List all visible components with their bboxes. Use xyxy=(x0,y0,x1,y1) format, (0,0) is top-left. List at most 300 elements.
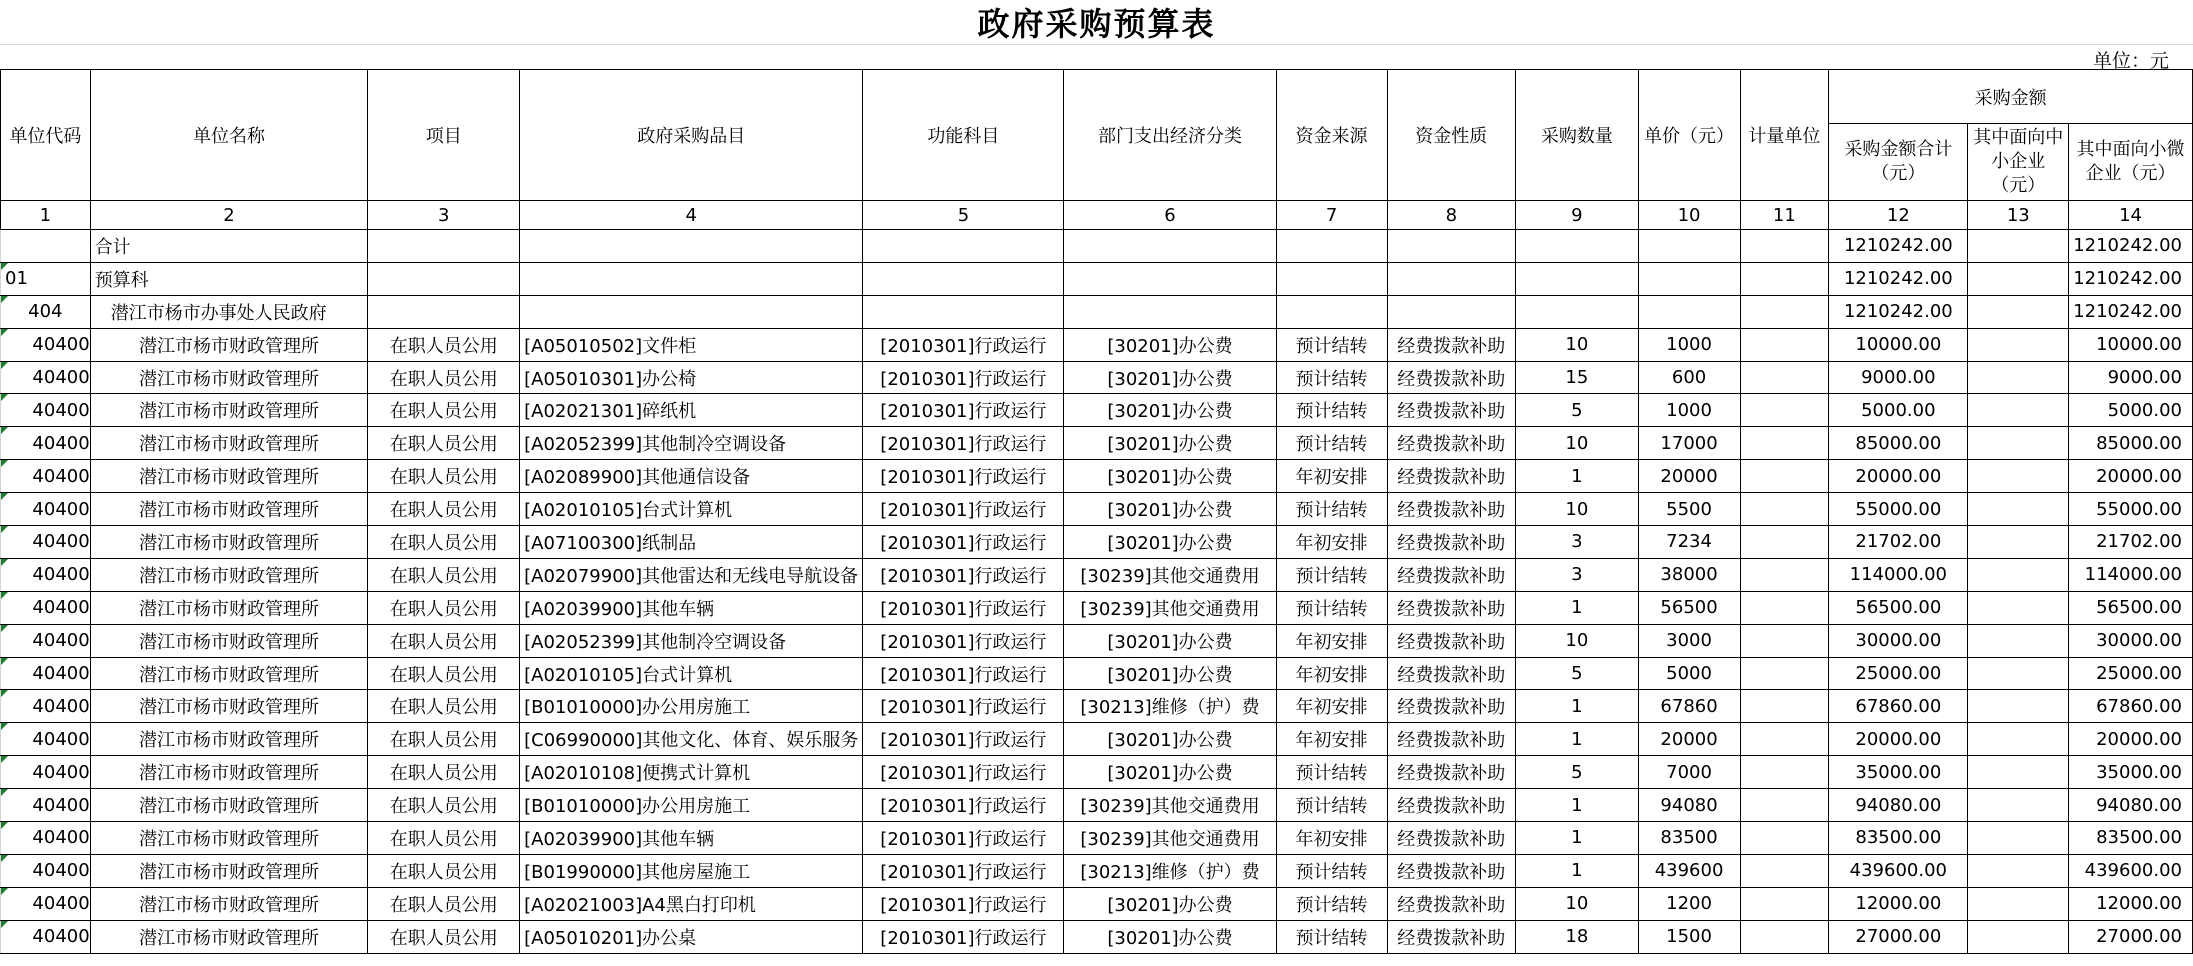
column-number[interactable]: 6 xyxy=(1064,201,1276,230)
fund-nature-cell[interactable]: 经费拨款补助 xyxy=(1387,394,1516,427)
amount-total-cell[interactable]: 85000.00 xyxy=(1829,427,1968,460)
header-econ-class[interactable]: 部门支出经济分类 xyxy=(1064,70,1276,201)
amount-total-cell[interactable]: 10000.00 xyxy=(1829,328,1968,361)
econ-class-cell[interactable]: [30201]办公费 xyxy=(1064,526,1276,559)
header-quantity[interactable]: 采购数量 xyxy=(1516,70,1639,201)
empty-cell[interactable] xyxy=(1276,230,1387,263)
empty-cell[interactable] xyxy=(1638,295,1740,328)
measure-unit-cell[interactable] xyxy=(1740,591,1829,624)
column-number[interactable]: 14 xyxy=(2069,201,2193,230)
micro-cell[interactable]: 85000.00 xyxy=(2069,427,2193,460)
micro-cell[interactable]: 1210242.00 xyxy=(2069,230,2193,263)
empty-cell[interactable] xyxy=(520,230,863,263)
fund-source-cell[interactable]: 年初安排 xyxy=(1276,624,1387,657)
measure-unit-cell[interactable] xyxy=(1740,756,1829,789)
header-micro[interactable]: 其中面向小微企业（元） xyxy=(2069,124,2193,201)
function-subject-cell[interactable]: [2010301]行政运行 xyxy=(863,723,1064,756)
empty-cell[interactable] xyxy=(863,295,1064,328)
fund-nature-cell[interactable]: 经费拨款补助 xyxy=(1387,427,1516,460)
measure-unit-cell[interactable] xyxy=(1740,690,1829,723)
sme-cell[interactable] xyxy=(1968,756,2069,789)
function-subject-cell[interactable]: [2010301]行政运行 xyxy=(863,822,1064,855)
column-number[interactable]: 3 xyxy=(368,201,520,230)
fund-nature-cell[interactable]: 经费拨款补助 xyxy=(1387,558,1516,591)
fund-source-cell[interactable]: 预计结转 xyxy=(1276,558,1387,591)
unit-name-cell[interactable]: 潜江市杨市财政管理所 xyxy=(90,789,368,822)
fund-nature-cell[interactable]: 经费拨款补助 xyxy=(1387,493,1516,526)
quantity-cell[interactable]: 5 xyxy=(1516,756,1639,789)
sme-cell[interactable] xyxy=(1968,657,2069,690)
function-subject-cell[interactable]: [2010301]行政运行 xyxy=(863,920,1064,953)
unit-name-cell[interactable]: 潜江市杨市财政管理所 xyxy=(90,493,368,526)
unit-code-cell[interactable] xyxy=(1,558,91,591)
unit-code-cell[interactable] xyxy=(1,460,91,493)
measure-unit-cell[interactable] xyxy=(1740,460,1829,493)
function-subject-cell[interactable]: [2010301]行政运行 xyxy=(863,624,1064,657)
unit-name-cell[interactable]: 合计 xyxy=(90,230,368,263)
unit-price-cell[interactable]: 17000 xyxy=(1638,427,1740,460)
sme-cell[interactable] xyxy=(1968,822,2069,855)
fund-source-cell[interactable]: 预计结转 xyxy=(1276,493,1387,526)
unit-price-cell[interactable]: 439600 xyxy=(1638,854,1740,887)
unit-code-cell[interactable] xyxy=(1,394,91,427)
micro-cell[interactable]: 20000.00 xyxy=(2069,723,2193,756)
quantity-cell[interactable]: 1 xyxy=(1516,690,1639,723)
unit-code-cell[interactable] xyxy=(1,526,91,559)
econ-class-cell[interactable]: [30201]办公费 xyxy=(1064,920,1276,953)
column-number[interactable]: 5 xyxy=(863,201,1064,230)
header-amount-total[interactable]: 采购金额合计（元） xyxy=(1829,124,1968,201)
quantity-cell[interactable]: 1 xyxy=(1516,460,1639,493)
project-cell[interactable]: 在职人员公用 xyxy=(368,822,520,855)
function-subject-cell[interactable]: [2010301]行政运行 xyxy=(863,558,1064,591)
project-cell[interactable]: 在职人员公用 xyxy=(368,427,520,460)
empty-cell[interactable] xyxy=(1638,230,1740,263)
measure-unit-cell[interactable] xyxy=(1740,526,1829,559)
fund-source-cell[interactable]: 年初安排 xyxy=(1276,822,1387,855)
column-number[interactable]: 1 xyxy=(1,201,91,230)
fund-source-cell[interactable]: 预计结转 xyxy=(1276,394,1387,427)
project-cell[interactable]: 在职人员公用 xyxy=(368,591,520,624)
econ-class-cell[interactable]: [30201]办公费 xyxy=(1064,756,1276,789)
econ-class-cell[interactable]: [30201]办公费 xyxy=(1064,427,1276,460)
micro-cell[interactable]: 67860.00 xyxy=(2069,690,2193,723)
unit-name-cell[interactable]: 潜江市杨市财政管理所 xyxy=(90,361,368,394)
amount-total-cell[interactable]: 25000.00 xyxy=(1829,657,1968,690)
measure-unit-cell[interactable] xyxy=(1740,887,1829,920)
purchase-item-cell[interactable]: [B01010000]办公用房施工 xyxy=(520,690,863,723)
amount-total-cell[interactable]: 5000.00 xyxy=(1829,394,1968,427)
function-subject-cell[interactable]: [2010301]行政运行 xyxy=(863,427,1064,460)
measure-unit-cell[interactable] xyxy=(1740,920,1829,953)
sme-cell[interactable] xyxy=(1968,295,2069,328)
unit-price-cell[interactable]: 94080 xyxy=(1638,789,1740,822)
empty-cell[interactable] xyxy=(368,262,520,295)
unit-code-cell[interactable] xyxy=(1,657,91,690)
unit-code-cell[interactable] xyxy=(1,328,91,361)
empty-cell[interactable] xyxy=(863,262,1064,295)
column-number[interactable]: 2 xyxy=(90,201,368,230)
unit-price-cell[interactable]: 1200 xyxy=(1638,887,1740,920)
empty-cell[interactable] xyxy=(1064,262,1276,295)
project-cell[interactable]: 在职人员公用 xyxy=(368,558,520,591)
function-subject-cell[interactable]: [2010301]行政运行 xyxy=(863,460,1064,493)
sme-cell[interactable] xyxy=(1968,624,2069,657)
econ-class-cell[interactable]: [30239]其他交通费用 xyxy=(1064,558,1276,591)
column-number[interactable]: 4 xyxy=(520,201,863,230)
sme-cell[interactable] xyxy=(1968,723,2069,756)
header-sme[interactable]: 其中面向中小企业（元） xyxy=(1968,124,2069,201)
project-cell[interactable]: 在职人员公用 xyxy=(368,526,520,559)
column-number[interactable]: 7 xyxy=(1276,201,1387,230)
sme-cell[interactable] xyxy=(1968,887,2069,920)
sme-cell[interactable] xyxy=(1968,328,2069,361)
column-number[interactable]: 10 xyxy=(1638,201,1740,230)
empty-cell[interactable] xyxy=(1064,230,1276,263)
unit-code-cell[interactable] xyxy=(1,493,91,526)
column-number[interactable]: 8 xyxy=(1387,201,1516,230)
unit-name-cell[interactable]: 潜江市杨市财政管理所 xyxy=(90,822,368,855)
unit-name-cell[interactable]: 潜江市杨市财政管理所 xyxy=(90,854,368,887)
unit-code-cell[interactable] xyxy=(1,427,91,460)
micro-cell[interactable]: 21702.00 xyxy=(2069,526,2193,559)
sme-cell[interactable] xyxy=(1968,493,2069,526)
fund-source-cell[interactable]: 预计结转 xyxy=(1276,920,1387,953)
unit-code-cell[interactable] xyxy=(1,756,91,789)
purchase-item-cell[interactable]: [A02039900]其他车辆 xyxy=(520,591,863,624)
econ-class-cell[interactable]: [30239]其他交通费用 xyxy=(1064,822,1276,855)
econ-class-cell[interactable]: [30201]办公费 xyxy=(1064,361,1276,394)
fund-source-cell[interactable]: 年初安排 xyxy=(1276,460,1387,493)
econ-class-cell[interactable]: [30201]办公费 xyxy=(1064,460,1276,493)
quantity-cell[interactable]: 1 xyxy=(1516,789,1639,822)
micro-cell[interactable]: 10000.00 xyxy=(2069,328,2193,361)
purchase-item-cell[interactable]: [A02021301]碎纸机 xyxy=(520,394,863,427)
project-cell[interactable]: 在职人员公用 xyxy=(368,887,520,920)
function-subject-cell[interactable]: [2010301]行政运行 xyxy=(863,328,1064,361)
quantity-cell[interactable]: 3 xyxy=(1516,526,1639,559)
fund-nature-cell[interactable]: 经费拨款补助 xyxy=(1387,657,1516,690)
amount-total-cell[interactable]: 114000.00 xyxy=(1829,558,1968,591)
amount-total-cell[interactable]: 67860.00 xyxy=(1829,690,1968,723)
purchase-item-cell[interactable]: [A05010301]办公椅 xyxy=(520,361,863,394)
unit-name-cell[interactable]: 潜江市杨市财政管理所 xyxy=(90,756,368,789)
sme-cell[interactable] xyxy=(1968,854,2069,887)
purchase-item-cell[interactable]: [A05010502]文件柜 xyxy=(520,328,863,361)
quantity-cell[interactable]: 5 xyxy=(1516,657,1639,690)
fund-source-cell[interactable]: 预计结转 xyxy=(1276,591,1387,624)
amount-total-cell[interactable]: 1210242.00 xyxy=(1829,295,1968,328)
unit-code-cell[interactable] xyxy=(1,690,91,723)
unit-code-cell[interactable] xyxy=(1,361,91,394)
econ-class-cell[interactable]: [30201]办公费 xyxy=(1064,887,1276,920)
purchase-item-cell[interactable]: [C06990000]其他文化、体育、娱乐服务 xyxy=(520,723,863,756)
unit-code-cell[interactable] xyxy=(1,887,91,920)
quantity-cell[interactable]: 1 xyxy=(1516,591,1639,624)
function-subject-cell[interactable]: [2010301]行政运行 xyxy=(863,789,1064,822)
header-unit-price[interactable]: 单价（元） xyxy=(1638,70,1740,201)
micro-cell[interactable]: 1210242.00 xyxy=(2069,262,2193,295)
measure-unit-cell[interactable] xyxy=(1740,789,1829,822)
project-cell[interactable]: 在职人员公用 xyxy=(368,394,520,427)
header-unit-code[interactable]: 单位代码 xyxy=(1,70,91,201)
amount-total-cell[interactable]: 56500.00 xyxy=(1829,591,1968,624)
column-number[interactable]: 13 xyxy=(1968,201,2069,230)
project-cell[interactable]: 在职人员公用 xyxy=(368,361,520,394)
unit-name-cell[interactable]: 潜江市杨市财政管理所 xyxy=(90,920,368,953)
unit-price-cell[interactable]: 7000 xyxy=(1638,756,1740,789)
micro-cell[interactable]: 439600.00 xyxy=(2069,854,2193,887)
unit-code-cell[interactable] xyxy=(1,624,91,657)
empty-cell[interactable] xyxy=(1064,295,1276,328)
header-function-subject[interactable]: 功能科目 xyxy=(863,70,1064,201)
unit-name-cell[interactable]: 预算科 xyxy=(90,262,368,295)
fund-source-cell[interactable]: 预计结转 xyxy=(1276,361,1387,394)
unit-price-cell[interactable]: 3000 xyxy=(1638,624,1740,657)
measure-unit-cell[interactable] xyxy=(1740,394,1829,427)
purchase-item-cell[interactable]: [A02079900]其他雷达和无线电导航设备 xyxy=(520,558,863,591)
econ-class-cell[interactable]: [30201]办公费 xyxy=(1064,624,1276,657)
function-subject-cell[interactable]: [2010301]行政运行 xyxy=(863,526,1064,559)
empty-cell[interactable] xyxy=(1387,295,1516,328)
sme-cell[interactable] xyxy=(1968,591,2069,624)
unit-name-cell[interactable]: 潜江市杨市财政管理所 xyxy=(90,690,368,723)
quantity-cell[interactable]: 10 xyxy=(1516,427,1639,460)
econ-class-cell[interactable]: [30201]办公费 xyxy=(1064,328,1276,361)
empty-cell[interactable] xyxy=(1740,295,1829,328)
unit-price-cell[interactable]: 20000 xyxy=(1638,723,1740,756)
unit-code-cell[interactable] xyxy=(1,723,91,756)
function-subject-cell[interactable]: [2010301]行政运行 xyxy=(863,854,1064,887)
measure-unit-cell[interactable] xyxy=(1740,854,1829,887)
fund-source-cell[interactable]: 预计结转 xyxy=(1276,756,1387,789)
empty-cell[interactable] xyxy=(1740,262,1829,295)
fund-source-cell[interactable]: 预计结转 xyxy=(1276,789,1387,822)
empty-cell[interactable] xyxy=(1276,262,1387,295)
micro-cell[interactable]: 1210242.00 xyxy=(2069,295,2193,328)
sme-cell[interactable] xyxy=(1968,789,2069,822)
empty-cell[interactable] xyxy=(1387,230,1516,263)
purchase-item-cell[interactable]: [A02010108]便携式计算机 xyxy=(520,756,863,789)
micro-cell[interactable]: 5000.00 xyxy=(2069,394,2193,427)
econ-class-cell[interactable]: [30239]其他交通费用 xyxy=(1064,789,1276,822)
fund-nature-cell[interactable]: 经费拨款补助 xyxy=(1387,526,1516,559)
unit-code-cell[interactable] xyxy=(1,854,91,887)
micro-cell[interactable]: 83500.00 xyxy=(2069,822,2193,855)
function-subject-cell[interactable]: [2010301]行政运行 xyxy=(863,361,1064,394)
sme-cell[interactable] xyxy=(1968,558,2069,591)
unit-price-cell[interactable]: 5000 xyxy=(1638,657,1740,690)
project-cell[interactable]: 在职人员公用 xyxy=(368,657,520,690)
function-subject-cell[interactable]: [2010301]行政运行 xyxy=(863,591,1064,624)
unit-price-cell[interactable]: 1500 xyxy=(1638,920,1740,953)
unit-code-cell[interactable] xyxy=(1,230,91,263)
header-unit-name[interactable]: 单位名称 xyxy=(90,70,368,201)
econ-class-cell[interactable]: [30201]办公费 xyxy=(1064,493,1276,526)
unit-code-cell[interactable] xyxy=(1,262,91,295)
unit-price-cell[interactable]: 67860 xyxy=(1638,690,1740,723)
micro-cell[interactable]: 30000.00 xyxy=(2069,624,2193,657)
empty-cell[interactable] xyxy=(1638,262,1740,295)
column-number[interactable]: 9 xyxy=(1516,201,1639,230)
column-number[interactable]: 12 xyxy=(1829,201,1968,230)
fund-nature-cell[interactable]: 经费拨款补助 xyxy=(1387,822,1516,855)
project-cell[interactable]: 在职人员公用 xyxy=(368,328,520,361)
sme-cell[interactable] xyxy=(1968,262,2069,295)
project-cell[interactable]: 在职人员公用 xyxy=(368,460,520,493)
fund-nature-cell[interactable]: 经费拨款补助 xyxy=(1387,887,1516,920)
fund-source-cell[interactable]: 年初安排 xyxy=(1276,526,1387,559)
econ-class-cell[interactable]: [30201]办公费 xyxy=(1064,657,1276,690)
function-subject-cell[interactable]: [2010301]行政运行 xyxy=(863,493,1064,526)
measure-unit-cell[interactable] xyxy=(1740,328,1829,361)
econ-class-cell[interactable]: [30239]其他交通费用 xyxy=(1064,591,1276,624)
micro-cell[interactable]: 94080.00 xyxy=(2069,789,2193,822)
micro-cell[interactable]: 9000.00 xyxy=(2069,361,2193,394)
header-amount-group[interactable]: 采购金额 xyxy=(1829,70,2193,124)
empty-cell[interactable] xyxy=(520,295,863,328)
unit-code-cell[interactable] xyxy=(1,920,91,953)
header-measure-unit[interactable]: 计量单位 xyxy=(1740,70,1829,201)
function-subject-cell[interactable]: [2010301]行政运行 xyxy=(863,657,1064,690)
econ-class-cell[interactable]: [30201]办公费 xyxy=(1064,394,1276,427)
header-fund-nature[interactable]: 资金性质 xyxy=(1387,70,1516,201)
project-cell[interactable]: 在职人员公用 xyxy=(368,493,520,526)
purchase-item-cell[interactable]: [A02010105]台式计算机 xyxy=(520,493,863,526)
unit-code-cell[interactable] xyxy=(1,822,91,855)
micro-cell[interactable]: 12000.00 xyxy=(2069,887,2193,920)
measure-unit-cell[interactable] xyxy=(1740,822,1829,855)
fund-source-cell[interactable]: 年初安排 xyxy=(1276,723,1387,756)
fund-nature-cell[interactable]: 经费拨款补助 xyxy=(1387,854,1516,887)
fund-source-cell[interactable]: 预计结转 xyxy=(1276,328,1387,361)
purchase-item-cell[interactable]: [A07100300]纸制品 xyxy=(520,526,863,559)
project-cell[interactable]: 在职人员公用 xyxy=(368,690,520,723)
purchase-item-cell[interactable]: [A02052399]其他制冷空调设备 xyxy=(520,427,863,460)
measure-unit-cell[interactable] xyxy=(1740,723,1829,756)
project-cell[interactable]: 在职人员公用 xyxy=(368,854,520,887)
sme-cell[interactable] xyxy=(1968,526,2069,559)
header-project[interactable]: 项目 xyxy=(368,70,520,201)
fund-nature-cell[interactable]: 经费拨款补助 xyxy=(1387,690,1516,723)
amount-total-cell[interactable]: 9000.00 xyxy=(1829,361,1968,394)
unit-price-cell[interactable]: 600 xyxy=(1638,361,1740,394)
sme-cell[interactable] xyxy=(1968,394,2069,427)
project-cell[interactable]: 在职人员公用 xyxy=(368,756,520,789)
unit-name-cell[interactable]: 潜江市杨市财政管理所 xyxy=(90,591,368,624)
measure-unit-cell[interactable] xyxy=(1740,624,1829,657)
purchase-item-cell[interactable]: [A02089900]其他通信设备 xyxy=(520,460,863,493)
unit-price-cell[interactable]: 1000 xyxy=(1638,328,1740,361)
measure-unit-cell[interactable] xyxy=(1740,493,1829,526)
econ-class-cell[interactable]: [30213]维修（护）费 xyxy=(1064,854,1276,887)
unit-code-cell[interactable] xyxy=(1,789,91,822)
amount-total-cell[interactable]: 12000.00 xyxy=(1829,887,1968,920)
quantity-cell[interactable]: 1 xyxy=(1516,854,1639,887)
measure-unit-cell[interactable] xyxy=(1740,427,1829,460)
quantity-cell[interactable]: 1 xyxy=(1516,723,1639,756)
micro-cell[interactable]: 55000.00 xyxy=(2069,493,2193,526)
amount-total-cell[interactable]: 35000.00 xyxy=(1829,756,1968,789)
micro-cell[interactable]: 35000.00 xyxy=(2069,756,2193,789)
quantity-cell[interactable]: 15 xyxy=(1516,361,1639,394)
purchase-item-cell[interactable]: [B01010000]办公用房施工 xyxy=(520,789,863,822)
function-subject-cell[interactable]: [2010301]行政运行 xyxy=(863,756,1064,789)
quantity-cell[interactable]: 3 xyxy=(1516,558,1639,591)
empty-cell[interactable] xyxy=(1516,295,1639,328)
sme-cell[interactable] xyxy=(1968,230,2069,263)
sme-cell[interactable] xyxy=(1968,920,2069,953)
micro-cell[interactable]: 25000.00 xyxy=(2069,657,2193,690)
measure-unit-cell[interactable] xyxy=(1740,657,1829,690)
sme-cell[interactable] xyxy=(1968,427,2069,460)
fund-nature-cell[interactable]: 经费拨款补助 xyxy=(1387,920,1516,953)
function-subject-cell[interactable]: [2010301]行政运行 xyxy=(863,690,1064,723)
empty-cell[interactable] xyxy=(368,295,520,328)
unit-name-cell[interactable]: 潜江市杨市财政管理所 xyxy=(90,558,368,591)
unit-name-cell[interactable]: 潜江市杨市财政管理所 xyxy=(90,526,368,559)
quantity-cell[interactable]: 5 xyxy=(1516,394,1639,427)
project-cell[interactable]: 在职人员公用 xyxy=(368,920,520,953)
empty-cell[interactable] xyxy=(1740,230,1829,263)
micro-cell[interactable]: 56500.00 xyxy=(2069,591,2193,624)
fund-nature-cell[interactable]: 经费拨款补助 xyxy=(1387,328,1516,361)
fund-nature-cell[interactable]: 经费拨款补助 xyxy=(1387,756,1516,789)
empty-cell[interactable] xyxy=(863,230,1064,263)
unit-name-cell[interactable]: 潜江市杨市财政管理所 xyxy=(90,460,368,493)
purchase-item-cell[interactable]: [A02039900]其他车辆 xyxy=(520,822,863,855)
unit-name-cell[interactable]: 潜江市杨市财政管理所 xyxy=(90,427,368,460)
empty-cell[interactable] xyxy=(520,262,863,295)
econ-class-cell[interactable]: [30201]办公费 xyxy=(1064,723,1276,756)
empty-cell[interactable] xyxy=(1516,262,1639,295)
amount-total-cell[interactable]: 27000.00 xyxy=(1829,920,1968,953)
amount-total-cell[interactable]: 55000.00 xyxy=(1829,493,1968,526)
unit-name-cell[interactable]: 潜江市杨市财政管理所 xyxy=(90,887,368,920)
amount-total-cell[interactable]: 20000.00 xyxy=(1829,723,1968,756)
empty-cell[interactable] xyxy=(1516,230,1639,263)
fund-source-cell[interactable]: 年初安排 xyxy=(1276,657,1387,690)
purchase-item-cell[interactable]: [B01990000]其他房屋施工 xyxy=(520,854,863,887)
unit-price-cell[interactable]: 1000 xyxy=(1638,394,1740,427)
fund-source-cell[interactable]: 年初安排 xyxy=(1276,690,1387,723)
amount-total-cell[interactable]: 20000.00 xyxy=(1829,460,1968,493)
unit-name-cell[interactable]: 潜江市杨市财政管理所 xyxy=(90,328,368,361)
amount-total-cell[interactable]: 83500.00 xyxy=(1829,822,1968,855)
unit-price-cell[interactable]: 5500 xyxy=(1638,493,1740,526)
econ-class-cell[interactable]: [30213]维修（护）费 xyxy=(1064,690,1276,723)
purchase-item-cell[interactable]: [A05010201]办公桌 xyxy=(520,920,863,953)
amount-total-cell[interactable]: 30000.00 xyxy=(1829,624,1968,657)
unit-name-cell[interactable]: 潜江市杨市财政管理所 xyxy=(90,723,368,756)
column-number[interactable]: 11 xyxy=(1740,201,1829,230)
micro-cell[interactable]: 27000.00 xyxy=(2069,920,2193,953)
fund-nature-cell[interactable]: 经费拨款补助 xyxy=(1387,723,1516,756)
quantity-cell[interactable]: 10 xyxy=(1516,887,1639,920)
purchase-item-cell[interactable]: [A02052399]其他制冷空调设备 xyxy=(520,624,863,657)
fund-nature-cell[interactable]: 经费拨款补助 xyxy=(1387,789,1516,822)
sme-cell[interactable] xyxy=(1968,361,2069,394)
amount-total-cell[interactable]: 1210242.00 xyxy=(1829,262,1968,295)
fund-nature-cell[interactable]: 经费拨款补助 xyxy=(1387,624,1516,657)
project-cell[interactable]: 在职人员公用 xyxy=(368,723,520,756)
amount-total-cell[interactable]: 21702.00 xyxy=(1829,526,1968,559)
amount-total-cell[interactable]: 439600.00 xyxy=(1829,854,1968,887)
empty-cell[interactable] xyxy=(1387,262,1516,295)
unit-code-cell[interactable] xyxy=(1,591,91,624)
function-subject-cell[interactable]: [2010301]行政运行 xyxy=(863,887,1064,920)
measure-unit-cell[interactable] xyxy=(1740,558,1829,591)
